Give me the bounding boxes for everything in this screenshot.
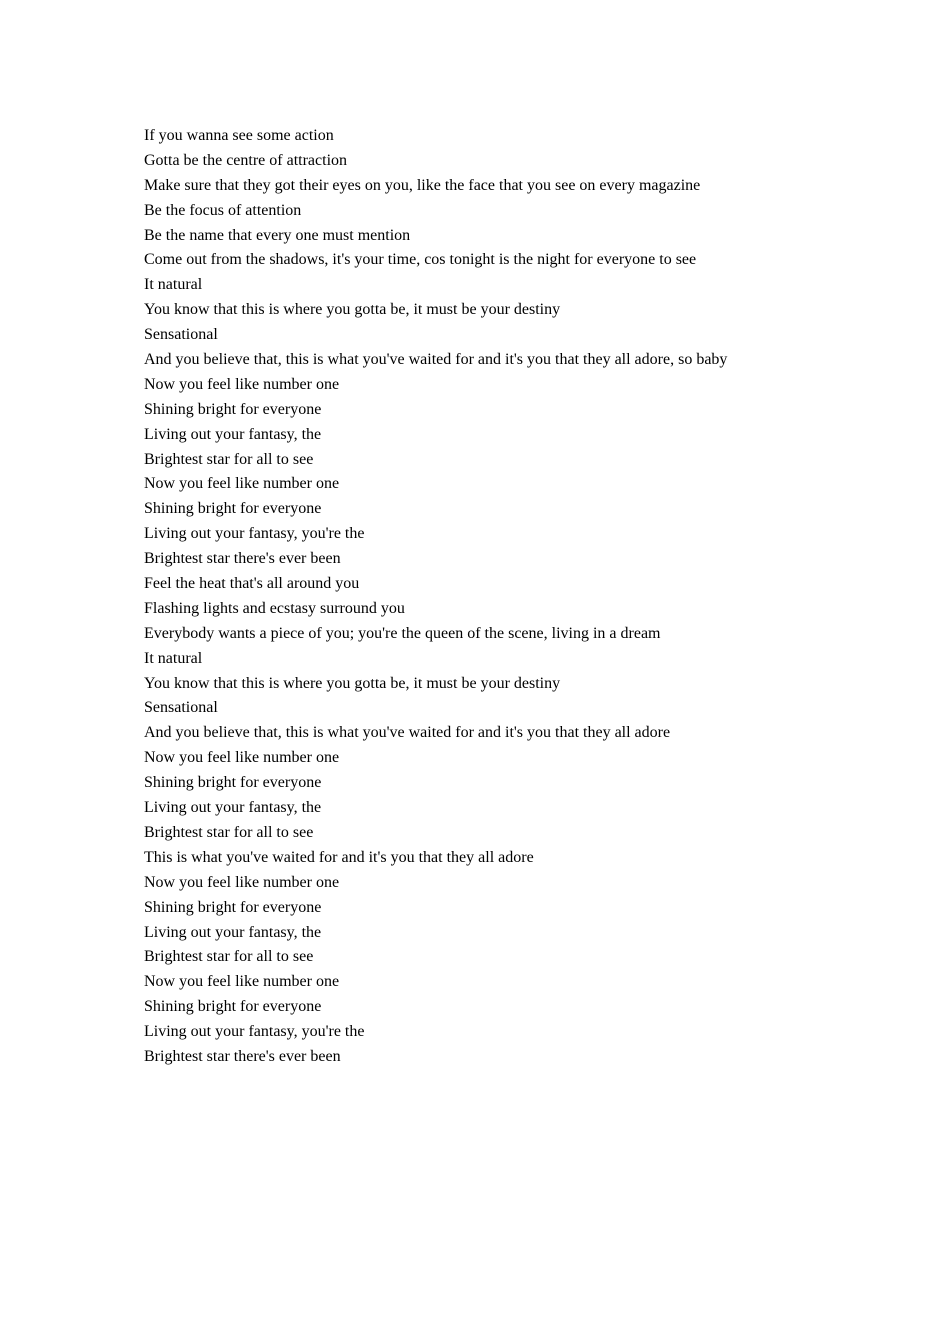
lyric-line: Now you feel like number one: [144, 475, 340, 493]
lyric-line: Be the focus of attention: [144, 201, 302, 219]
lyric-line: Feel the heat that's all around you: [144, 575, 360, 593]
lyric-line: Now you feel like number one: [144, 973, 340, 991]
lyric-line: Brightest star there's ever been: [144, 550, 341, 568]
lyric-line: Shining bright for everyone: [144, 500, 322, 518]
lyric-line: Come out from the shadows, it's your time, cos tonight is the night for everyone to see: [144, 251, 697, 269]
lyric-line: Living out your fantasy, you're the: [144, 525, 365, 543]
lyric-line: Everybody wants a piece of you; you're the queen of the scene, living in a dream: [144, 624, 661, 642]
lyric-line: Now you feel like number one: [144, 375, 340, 393]
lyric-line: Shining bright for everyone: [144, 400, 322, 418]
lyric-line: Brightest star for all to see: [144, 823, 314, 841]
lyric-line: Make sure that they got their eyes on you, like the face that you see on every magazine: [144, 176, 701, 194]
lyric-line: Living out your fantasy, you're the: [144, 1023, 365, 1041]
lyric-line: It natural: [144, 276, 203, 294]
lyric-line: It natural: [144, 649, 203, 667]
lyrics-body: [144, 124, 904, 1070]
lyric-line: Shining bright for everyone: [144, 898, 322, 916]
lyric-line: Shining bright for everyone: [144, 774, 322, 792]
lyric-line: Brightest star for all to see: [144, 948, 314, 966]
lyric-line: And you believe that, this is what you've waited for and it's you that they all adore: [144, 724, 671, 742]
lyric-line: Shining bright for everyone: [144, 998, 322, 1016]
lyric-line: Brightest star there's ever been: [144, 1047, 341, 1065]
lyric-line: Living out your fantasy, the: [144, 425, 322, 443]
lyric-line: Sensational: [144, 699, 218, 717]
lyric-line: And you believe that, this is what you've waited for and it's you that they all adore, so baby: [144, 351, 728, 369]
lyric-line: This is what you've waited for and it's you that they all adore: [144, 848, 534, 866]
lyric-line: Gotta be the centre of attraction: [144, 151, 348, 169]
lyric-line: Now you feel like number one: [144, 873, 340, 891]
lyric-line: If you wanna see some action: [144, 127, 334, 144]
lyric-line: Now you feel like number one: [144, 749, 340, 767]
lyric-line: Brightest star for all to see: [144, 450, 314, 468]
lyric-line: Living out your fantasy, the: [144, 799, 322, 817]
lyric-line: You know that this is where you gotta be, it must be your destiny: [144, 301, 561, 319]
lyric-line: Be the name that every one must mention: [144, 226, 411, 244]
lyric-line: You know that this is where you gotta be, it must be your destiny: [144, 674, 561, 692]
lyric-line: Sensational: [144, 326, 218, 344]
lyric-line: Living out your fantasy, the: [144, 923, 322, 941]
lyric-line: Flashing lights and ecstasy surround you: [144, 599, 405, 617]
